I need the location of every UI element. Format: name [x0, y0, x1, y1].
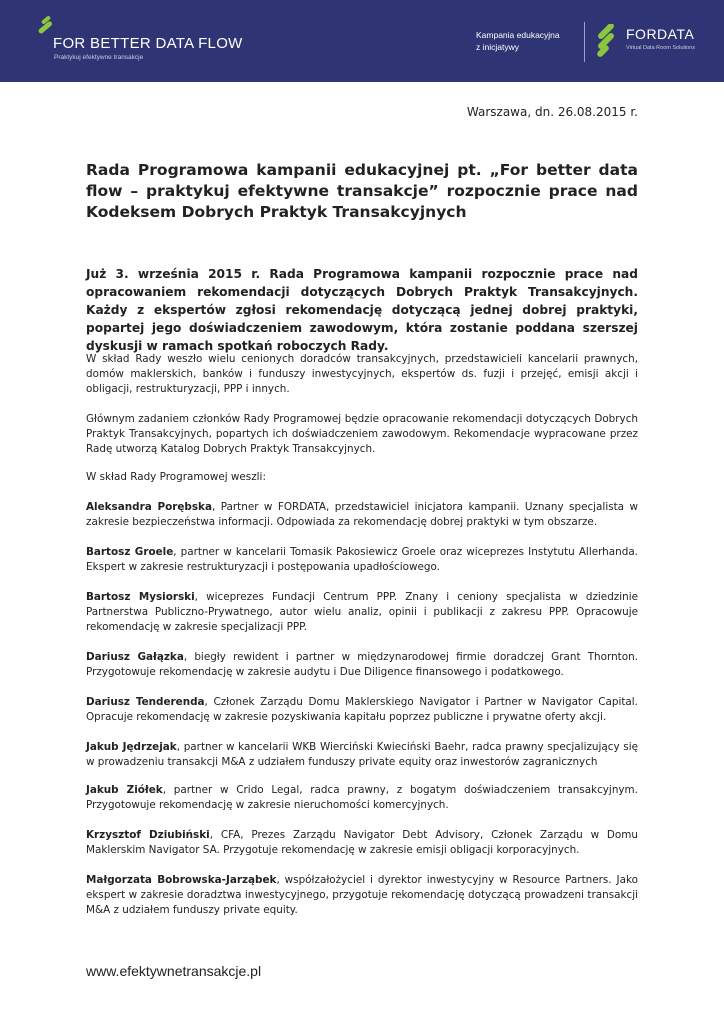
member-description: , wiceprezes Fundacji Centrum PPP. Znany i ceniony specjalista w dziedzinie Partnerstwa Publiczno-Prywatnego, autor wielu analiz, opinii i publikacji z zakresu PPP. Opracowuje rekomendację w zakresie specjalizacji PPP. [86, 591, 638, 634]
member-description: , biegły rewident i partner w międzynarodowej firmie doradczej Grant Thornton. Przygotowuje rekomendację w zakresie audytu i Due Diligence finansowego i podatkowego. [86, 651, 638, 679]
member-paragraph [86, 828, 638, 858]
brand-title: FOR BETTER DATA FLOW [53, 35, 243, 52]
member-name: Jakub Ziółek [86, 784, 163, 796]
footer-website-link[interactable]: www.efektywnetransakcje.pl [86, 963, 262, 979]
campaign-label [476, 29, 560, 53]
header-divider [584, 22, 585, 62]
paragraph-3: W skład Rady Programowej weszli: [86, 471, 266, 483]
document-title: Rada Programowa kampanii edukacyjnej pt. „For better data flow – praktykuj efektywne transakcje” rozpocznie prace nad Kodeksem Dobrych Praktyk Transakcyjnych [86, 161, 638, 221]
member-name: Małgorzata Bobrowska-Jarząbek [86, 874, 277, 886]
member-paragraph [86, 740, 638, 770]
fordata-logo-icon [593, 24, 621, 58]
member-name: Dariusz Tenderenda [86, 696, 205, 708]
member-paragraph [86, 545, 638, 575]
member-paragraph [86, 695, 638, 725]
member-name: Aleksandra Porębska [86, 501, 212, 513]
member-name: Krzysztof Dziubiński [86, 829, 210, 841]
paragraph-2: Głównym zadaniem członków Rady Programowej będzie opracowanie rekomendacji dotyczących Dobrych Praktyk Transakcyjnych, popartych ich doświadczeniem zawodowym. Rekomendacje wypracowane przez Radę utworzą Katalog Dobrych Praktyk Transakcyjnych. [86, 413, 638, 456]
campaign-line-2: z inicjatywy [476, 42, 519, 52]
member-name: Bartosz Groele [86, 546, 174, 558]
fordata-subtitle: Virtual Data Room Solutions [626, 45, 695, 51]
campaign-line-1: Kampania edukacyjna [476, 30, 560, 40]
member-description: , partner w kancelarii WKB Wierciński Kwieciński Baehr, radca prawny specjalizujący się w prowadzeniu transakcji M&A z udziałem funduszy private equity oraz inwestorów zagranicznych [86, 741, 639, 769]
member-description: , współzałożyciel i dyrektor inwestycyjny w Resource Partners. Jako ekspert w zakresie doradztwa inwestycyjnego, przygotuje rekomendację dotyczącą prowadzeni transakcji M&A z udziałem funduszy private equity. [86, 874, 638, 917]
member-paragraph [86, 590, 638, 636]
member-paragraph [86, 873, 638, 919]
paragraph-1: W skład Rady weszło wielu cenionych doradców transakcyjnych, przedstawicieli kancelarii prawnych, domów maklerskich, banków i funduszy inwestycyjnych, ekspertów ds. fuzji i przejęć, emisji akcji i obligacji, restrukturyzacji, PPP i innych. [86, 353, 638, 396]
member-description: , CFA, Prezes Zarządu Navigator Debt Advisory, Członek Zarządu w Domu Maklerskim Navigator SA. Przygotuje rekomendację w zakresie emisji obligacji korporacyjnych. [86, 829, 638, 857]
member-name: Dariusz Gałązka [86, 651, 184, 663]
fordata-name: FORDATA [626, 26, 695, 42]
member-paragraph [86, 783, 638, 813]
header-banner [0, 0, 724, 82]
brand-logo[interactable] [35, 16, 255, 66]
member-paragraph [86, 650, 638, 680]
member-description: , partner w kancelarii Tomasik Pakosiewicz Groele oraz wiceprezes Instytutu Allerhanda. Ekspert w zakresie restrukturyzacji i postępowania upadłościowego. [86, 546, 638, 574]
member-description: , Partner w FORDATA, przedstawiciel inicjatora kampanii. Uznany specjalista w zakresie bezpieczeństwa informacji. Odpowiada za rekomendację dobrej praktyki w tym obszarze. [86, 501, 638, 529]
lead-paragraph: Już 3. września 2015 r. Rada Programowa kampanii rozpocznie prace nad opracowaniem rekomendacji dotyczących Dobrych Praktyk Transakcyjnych. Każdy z ekspertów zgłosi rekomendację dotyczącą jednej dobrej praktyki, popartej jego doświadczeniem zawodowym, która zostanie poddana szerszej dyskusji w ramach spotkań roboczych Rady. [86, 267, 638, 353]
brand-subtitle: Praktykuj efektywne transakcje [54, 54, 144, 61]
member-description: , partner w Crido Legal, radca prawny, z bogatym doświadczeniem transakcyjnym. Przygotowuje rekomendację w zakresie nieruchomości komercyjnych. [86, 784, 638, 812]
member-paragraph [86, 500, 638, 530]
member-name: Bartosz Mysiorski [86, 591, 195, 603]
document-date: Warszawa, dn. 26.08.2015 r. [466, 105, 638, 119]
member-name: Jakub Jędrzejak [86, 741, 177, 753]
member-description: , Członek Zarządu Domu Maklerskiego Navigator i Partner w Navigator Capital. Opracuje rekomendację w zakresie pozyskiwania kapitału poprzez publiczne i prywatne oferty akcji. [86, 696, 638, 724]
